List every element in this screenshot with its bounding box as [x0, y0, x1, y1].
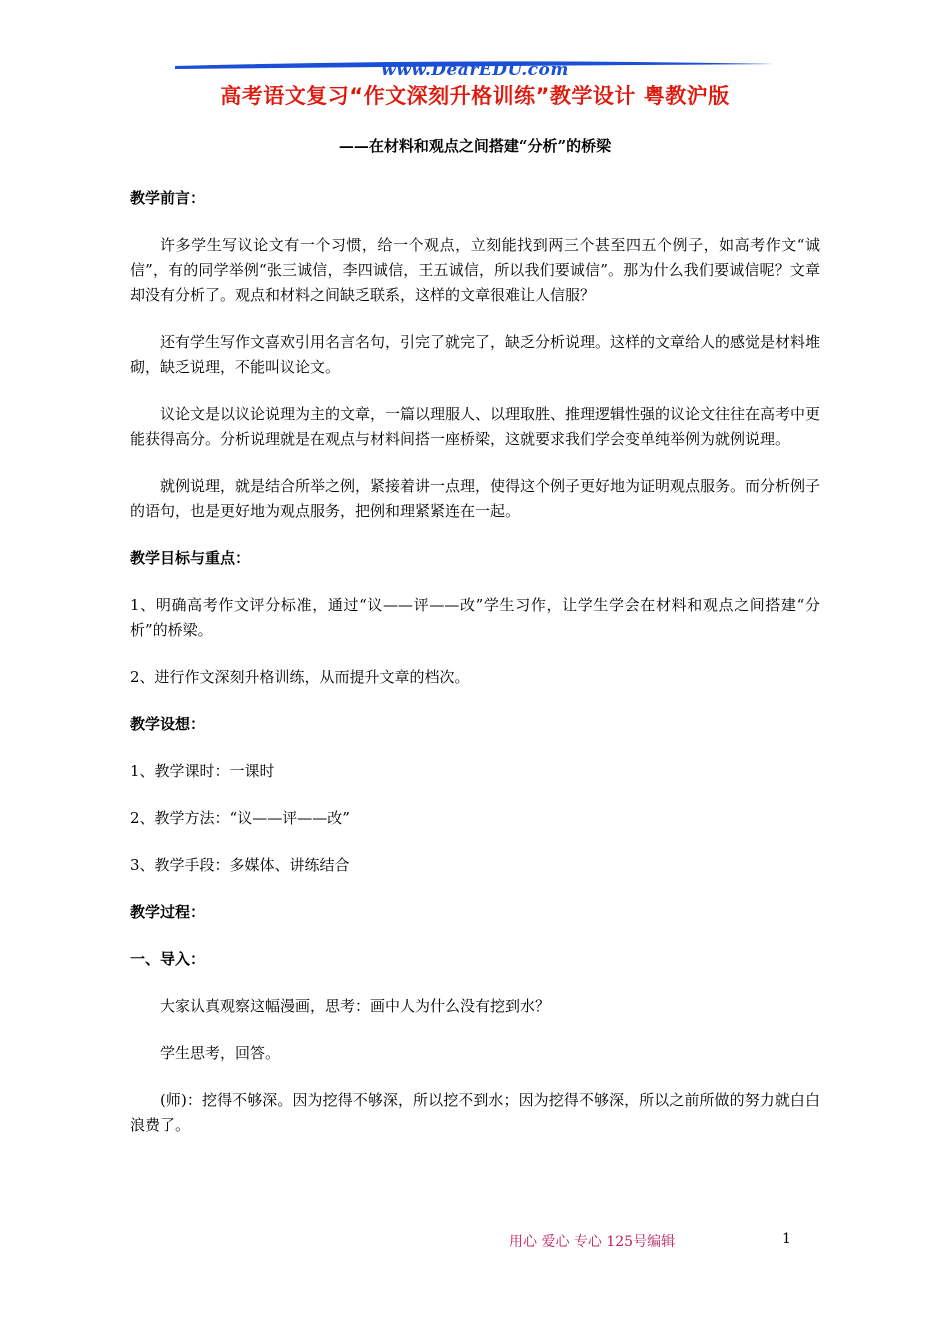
- preface-paragraph-4: 就例说理，就是结合所举之例，紧接着讲一点理，使得这个例子更好地为证明观点服务。而分析例子的语句，也是更好地为观点服务，把例和理紧紧连在一起。: [130, 477, 821, 520]
- intro-paragraph-2: 学生思考，回答。: [160, 1044, 281, 1062]
- page-number: 1: [782, 1231, 791, 1247]
- design-item-1: 1、教学课时：一课时: [130, 762, 275, 780]
- preface-paragraph-1: 许多学生写议论文有一个习惯，给一个观点，立刻能找到两三个甚至四五个例子，如高考作文“诚信”，有的同学举例“张三诚信，李四诚信，王五诚信，所以我们要诚信”。那为什么我们要诚信呢？文章却没有分析了。观点和材料之间缺乏联系，这样的文章很难让人信服？: [130, 236, 820, 304]
- preface-paragraph-2: 还有学生写作文喜欢引用名言名句，引完了就完了，缺乏分析说理。这样的文章给人的感觉是材料堆砌，缺乏说理，不能叫议论文。: [130, 333, 821, 376]
- goals-item-1: 1、明确高考作文评分标准，通过“议——评——改”学生习作，让学生学会在材料和观点之间搭建“分析”的桥梁。: [130, 596, 820, 639]
- document-title: 高考语文复习“作文深刻升格训练”教学设计 粤教沪版: [220, 84, 730, 108]
- document-subtitle: ——在材料和观点之间搭建“分析”的桥梁: [338, 137, 612, 155]
- preface-paragraph-3: 议论文是以议论说理为主的文章，一篇以理服人、以理取胜、推理逻辑性强的议论文往往在高考中更能获得高分。分析说理就是在观点与材料间搭一座桥梁，这就要求我们学会变单纯举例为就例说理。: [130, 405, 821, 448]
- design-item-2: 2、教学方法：“议——评——改”: [130, 809, 350, 827]
- footer-note: 用心 爱心 专心 125号编辑: [509, 1234, 676, 1250]
- document-body: [130, 186, 820, 1160]
- design-item-3: 3、教学手段：多媒体、讲练结合: [130, 856, 350, 874]
- goals-heading: 教学目标与重点：: [130, 549, 251, 567]
- process-heading: 教学过程：: [130, 903, 206, 921]
- intro-heading: 一、导入：: [130, 950, 206, 968]
- goals-item-2: 2、进行作文深刻升格训练，从而提升文章的档次。: [130, 668, 470, 686]
- design-heading: 教学设想：: [130, 715, 206, 733]
- intro-paragraph-3: (师)：挖得不够深。因为挖得不够深，所以挖不到水；因为挖得不够深，所以之前所做的努力就白白浪费了。: [130, 1091, 820, 1134]
- intro-paragraph-1: 大家认真观察这幅漫画，思考：画中人为什么没有挖到水？: [160, 997, 551, 1015]
- site-url: www.DearEDU.com: [381, 60, 569, 80]
- preface-heading: 教学前言：: [130, 189, 206, 207]
